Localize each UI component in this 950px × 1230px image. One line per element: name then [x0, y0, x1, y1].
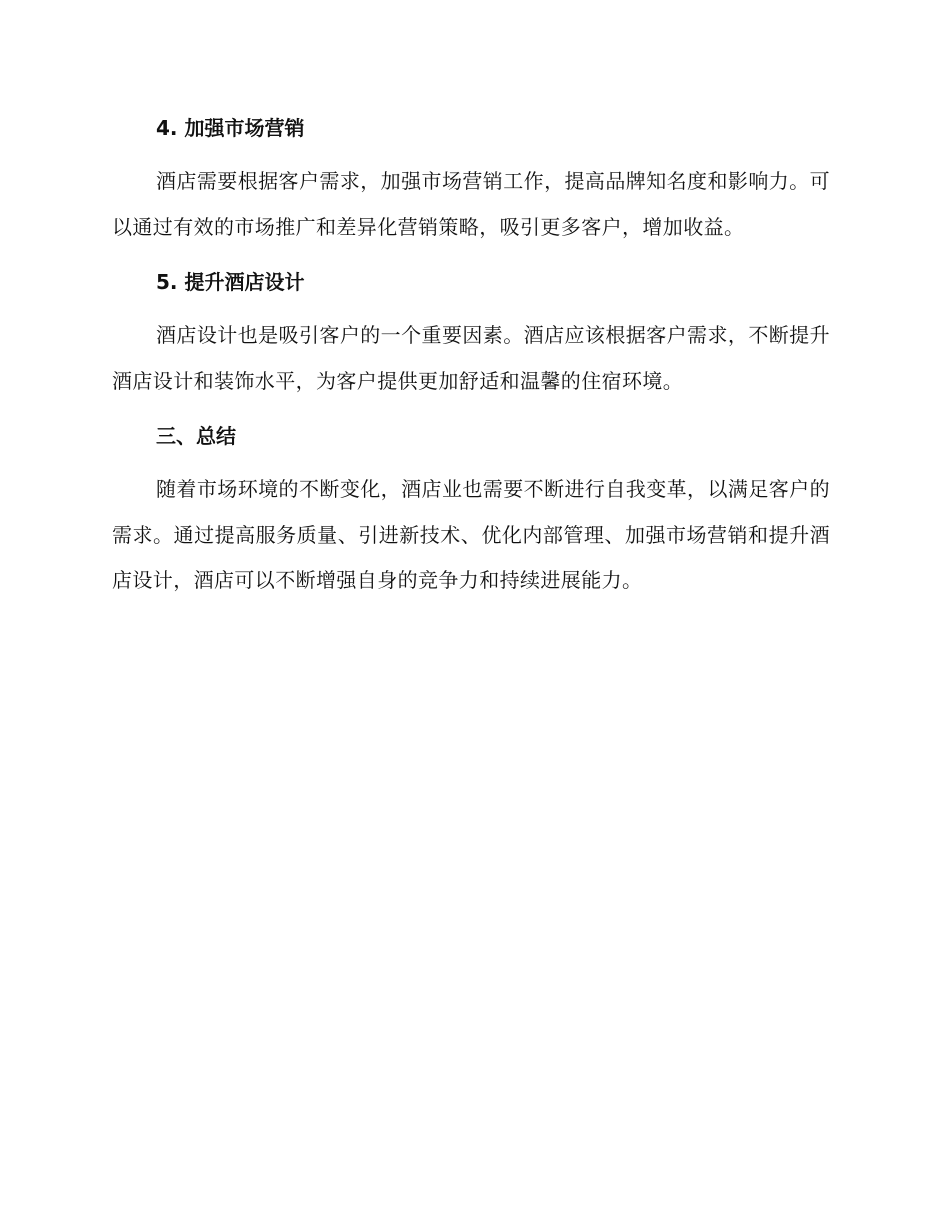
- section-heading-summary: 三、总结: [156, 424, 236, 448]
- section-heading-marketing: 4. 加强市场营销: [156, 116, 305, 140]
- document-body: [112, 112, 830, 604]
- section-heading-design: 5. 提升酒店设计: [156, 270, 305, 294]
- section-paragraph-design: 酒店设计也是吸引客户的一个重要因素。酒店应该根据客户需求，不断提升酒店设计和装饰水平，为客户提供更加舒适和温馨的住宿环境。: [112, 323, 830, 393]
- section-paragraph-marketing: 酒店需要根据客户需求，加强市场营销工作，提高品牌知名度和影响力。可以通过有效的市场推广和差异化营销策略，吸引更多客户，增加收益。: [112, 169, 830, 239]
- section-paragraph-summary: 随着市场环境的不断变化，酒店业也需要不断进行自我变革，以满足客户的需求。通过提高服务质量、引进新技术、优化内部管理、加强市场营销和提升酒店设计，酒店可以不断增强自身的竞争力和持续进展能力。: [112, 477, 830, 592]
